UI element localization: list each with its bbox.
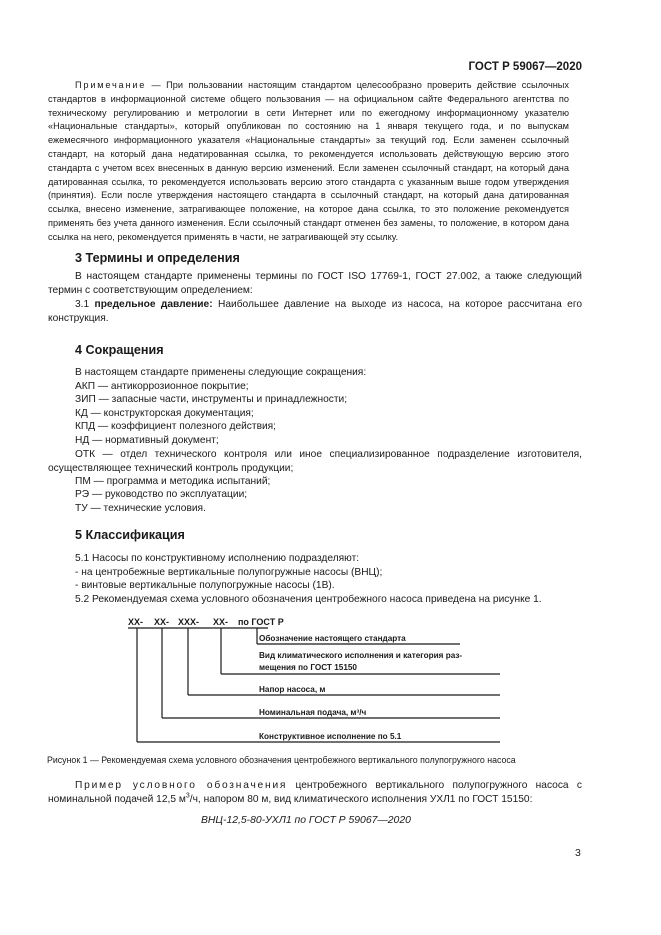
term-name: предельное давление: (94, 299, 213, 310)
abbrev-item: ЗИП — запасные части, инструменты и принадлежности; (75, 394, 348, 405)
term-3-1 (48, 298, 582, 325)
section-4-intro: В настоящем стандарте применены следующие сокращения: (75, 367, 367, 378)
term-definition: Наибольшее давление на выходе из насоса, на которое рассчитана его конструкция. (48, 299, 582, 324)
abbrev-item: РЭ — руководство по эксплуатации; (75, 489, 248, 500)
designation-scheme-diagram (120, 612, 510, 748)
code-segment: ХХ- (128, 617, 144, 627)
abbrev-item: КПД — коэффициент полезного действия; (75, 421, 277, 432)
scheme-label-flow: Номинальная подача, м³/ч (259, 708, 367, 717)
bullet-item: - на центробежные вертикальные полупогружные насосы (ВНЦ); (75, 567, 383, 578)
note-text: — При пользовании настоящим стандартом целесообразно проверить действие ссылочных стандартов в информационной системе общего пользования — на официальном сайте Федерального агентства по техническому регулированию и метрологии в сети Интернет или по ежегодному информационному указателю «Национальные стандарты», который опубликован по состоянию на 1 января текущего года, и по выпускам ежемесячного информационного указателя «Национальные стандарты» за текущий год. Если заменен ссылочный стандарт, на который дана недатированная ссылка, то рекомендуется использовать действующую версию этого стандарта с учетом всех внесенных в данную версию изменений. Если заменен ссылочный стандарт, на который дана датированная ссылка, то рекомендуется использовать версию этого стандарта с указанным выше годом утверждения (принятия). Если после утверждения настоящего стандарта в ссылочный стандарт, на который дана датированная ссылка, внесено изменение, затрагивающее положение, на которое дана ссылка, то это положение рекомендуется применять без учета данного изменения. Если ссылочный стандарт отменен без замены, то положение, в котором дана ссылка на него, рекомендуется применять в части, не затрагивающей эту ссылку. (48, 80, 569, 242)
section-5-heading: 5 Классификация (75, 528, 185, 542)
abbrev-item: ПМ — программа и методика испытаний; (75, 476, 271, 487)
section-3-intro: В настоящем стандарте применены термины по ГОСТ ISO 17769-1, ГОСТ 27.002, а также следующий термин с соответствующим определением: (48, 271, 582, 296)
scheme-label-climate-cont: мещения по ГОСТ 15150 (259, 663, 357, 672)
scheme-label-design: Конструктивное исполнение по 5.1 (259, 732, 402, 741)
section-4-heading: 4 Сокращения (75, 343, 164, 357)
code-segment: ХХ- (213, 617, 229, 627)
designation-formula: ВНЦ-12,5-80-УХЛ1 по ГОСТ Р 59067—2020 (201, 815, 411, 826)
note-lead: Примечание (75, 80, 147, 90)
code-segment: ХХ- (154, 617, 170, 627)
abbrev-item: АКП — антикоррозионное покрытие; (75, 381, 249, 392)
scheme-label-climate: Вид климатического исполнения и категория раз- (259, 651, 463, 660)
example-text-a: центробежного вертикального полупогружного насоса с номинальной подачей 12,5 м (48, 780, 582, 805)
abbrev-item: ОТК — отдел технического контроля или иное специализированное подразделение изготовителя, осуществляющее технический контроль продукции; (48, 449, 582, 474)
abbrev-item: КД — конструкторская документация; (75, 408, 254, 419)
abbrev-item: ТУ — технические условия. (75, 503, 206, 514)
section-3-heading: 3 Термины и определения (75, 251, 240, 265)
paragraph-5-1: 5.1 Насосы по конструктивному исполнению подразделяют: (75, 553, 360, 564)
figure-caption: Рисунок 1 — Рекомендуемая схема условного обозначения центробежного вертикального полупогружного насоса (47, 755, 516, 765)
document-header-code: ГОСТ Р 59067—2020 (468, 61, 582, 73)
paragraph-5-2: 5.2 Рекомендуемая схема условного обозначения центробежного насоса приведена на рисунке 1. (75, 594, 542, 605)
code-segment: ХХХ- (178, 617, 200, 627)
example-text-b: /ч, напором 80 м, вид климатического исполнения УХЛ1 по ГОСТ 15150: (189, 794, 533, 805)
example-superscript: 3 (185, 792, 190, 800)
bullet-item: - винтовые вертикальные полупогружные насосы (1В). (75, 580, 335, 591)
scheme-label-standard: Обозначение настоящего стандарта (259, 634, 406, 643)
code-reference: по ГОСТ Р (238, 617, 284, 627)
page-number: 3 (575, 847, 581, 859)
scheme-label-head: Напор насоса, м (259, 685, 326, 694)
example-lead: Пример условного обозначения (75, 780, 288, 791)
reference-note (48, 79, 569, 245)
designation-example (48, 779, 582, 807)
term-number: 3.1 (75, 299, 95, 310)
abbrev-item: НД — нормативный документ; (75, 435, 219, 446)
